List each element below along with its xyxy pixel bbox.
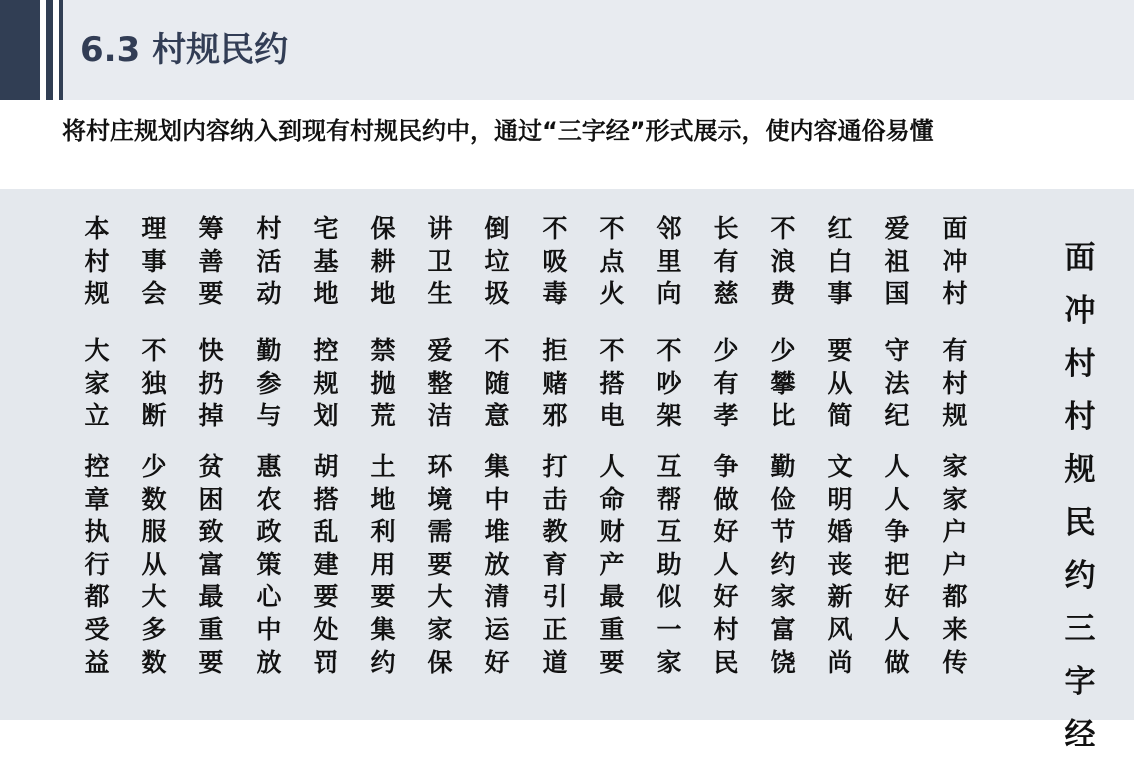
poem-character: 利 xyxy=(370,517,396,547)
poem-character: 民 xyxy=(713,647,739,677)
poem-character: 守 xyxy=(884,336,910,365)
poem-column xyxy=(595,451,629,679)
poem-character: 大 xyxy=(141,582,167,612)
poem-character: 活 xyxy=(256,246,282,276)
poem-character: 文 xyxy=(827,452,853,481)
poem-character: 集 xyxy=(370,614,396,644)
poem-character: 有 xyxy=(942,336,968,365)
poem-character: 争 xyxy=(713,452,739,481)
poem-character: 明 xyxy=(827,484,853,514)
poem-character: 地 xyxy=(370,484,396,514)
poem-character: 禁 xyxy=(370,336,396,365)
poem-column xyxy=(480,451,514,679)
poem-character: 民 xyxy=(1064,505,1096,541)
poem-character: 慈 xyxy=(713,279,739,309)
poem-column xyxy=(423,335,457,433)
poem-character: 好 xyxy=(484,647,510,677)
poem-character: 荒 xyxy=(370,401,396,431)
poem-character: 宅 xyxy=(313,214,339,243)
poem-character: 丧 xyxy=(827,549,853,579)
poem-character: 做 xyxy=(884,647,910,677)
poem-character: 拒 xyxy=(542,336,568,365)
poem-character: 人 xyxy=(599,452,625,481)
poem-character: 不 xyxy=(141,336,167,365)
poem-character: 胡 xyxy=(313,452,339,481)
poem-character: 少 xyxy=(770,336,796,365)
poem-character: 好 xyxy=(713,517,739,547)
poem-character: 帮 xyxy=(656,484,682,514)
poem-character: 少 xyxy=(713,336,739,365)
poem-character: 不 xyxy=(599,214,625,243)
poem-character: 要 xyxy=(427,549,453,579)
poem-character: 道 xyxy=(542,647,568,677)
poem-character: 要 xyxy=(370,582,396,612)
poem-character: 最 xyxy=(198,582,224,612)
poem-column xyxy=(80,213,114,311)
poem-character: 好 xyxy=(713,582,739,612)
poem-character: 独 xyxy=(141,368,167,398)
poem-column xyxy=(194,213,228,311)
poem-character: 做 xyxy=(713,484,739,514)
poem-character: 传 xyxy=(942,647,968,677)
poem-character: 规 xyxy=(942,401,968,431)
poem-character: 尚 xyxy=(827,647,853,677)
poem-character: 浪 xyxy=(770,246,796,276)
poem-character: 从 xyxy=(141,549,167,579)
poem-character: 中 xyxy=(256,614,282,644)
poem-column xyxy=(766,335,800,433)
poem-column xyxy=(709,335,743,433)
poem-character: 控 xyxy=(84,452,110,481)
poem-character: 倒 xyxy=(484,214,510,243)
page-subtitle: 将村庄规划内容纳入到现有村规民约中，通过“三字经”形式展示，使内容通俗易懂 xyxy=(62,117,934,145)
poem-character: 受 xyxy=(84,614,110,644)
poem-character: 不 xyxy=(599,336,625,365)
poem-character: 本 xyxy=(84,214,110,243)
poem-character: 家 xyxy=(770,582,796,612)
poem-character: 搭 xyxy=(313,484,339,514)
poem-character: 农 xyxy=(256,484,282,514)
poem-character: 家 xyxy=(427,614,453,644)
poem-character: 大 xyxy=(427,582,453,612)
poem-character: 惠 xyxy=(256,452,282,481)
poem-character: 里 xyxy=(656,246,682,276)
poem-character: 要 xyxy=(827,336,853,365)
poem-character: 处 xyxy=(313,614,339,644)
poem-character: 引 xyxy=(542,582,568,612)
poem-character: 要 xyxy=(599,647,625,677)
poem-column xyxy=(309,451,343,679)
poem-character: 费 xyxy=(770,279,796,309)
poem-character: 清 xyxy=(484,582,510,612)
poem-character: 好 xyxy=(884,582,910,612)
poem-character: 人 xyxy=(884,614,910,644)
poem-character: 吵 xyxy=(656,368,682,398)
poem-character: 整 xyxy=(427,368,453,398)
poem-character: 红 xyxy=(827,214,853,243)
poem-character: 事 xyxy=(141,246,167,276)
poem-character: 重 xyxy=(599,614,625,644)
poem-character: 搭 xyxy=(599,368,625,398)
poem-character: 致 xyxy=(198,517,224,547)
poem-character: 面 xyxy=(1064,240,1096,276)
poem-character: 村 xyxy=(256,214,282,243)
poem-character: 字 xyxy=(1064,664,1096,700)
poem-character: 村 xyxy=(942,368,968,398)
poem-column xyxy=(938,451,972,679)
poem-character: 保 xyxy=(370,214,396,243)
poem-column xyxy=(252,451,286,679)
poem-character: 数 xyxy=(141,647,167,677)
poem-column xyxy=(80,335,114,433)
poem-character: 村 xyxy=(1064,399,1096,435)
poem-character: 似 xyxy=(656,582,682,612)
poem-character: 控 xyxy=(313,336,339,365)
poem-character: 三 xyxy=(1064,611,1096,647)
poem-column xyxy=(80,451,114,679)
poem-character: 饶 xyxy=(770,647,796,677)
poem-column xyxy=(366,213,400,311)
poem-character: 用 xyxy=(370,549,396,579)
poem-character: 击 xyxy=(542,484,568,514)
poem-column xyxy=(823,335,857,433)
poem-column xyxy=(194,451,228,679)
poem-character: 耕 xyxy=(370,246,396,276)
poem-character: 动 xyxy=(256,279,282,309)
poem-character: 堆 xyxy=(484,517,510,547)
poem-character: 长 xyxy=(713,214,739,243)
poem-character: 正 xyxy=(542,614,568,644)
poem-character: 村 xyxy=(1064,346,1096,382)
poem-character: 打 xyxy=(542,452,568,481)
poem-character: 地 xyxy=(370,279,396,309)
poem-character: 需 xyxy=(427,517,453,547)
poem-character: 快 xyxy=(198,336,224,365)
poem-character: 节 xyxy=(770,517,796,547)
poem-character: 育 xyxy=(542,549,568,579)
poem-character: 与 xyxy=(256,401,282,431)
poem-column xyxy=(938,213,972,311)
poem-character: 大 xyxy=(84,336,110,365)
poem-column xyxy=(538,213,572,311)
poem-character: 境 xyxy=(427,484,453,514)
poem-column xyxy=(137,335,171,433)
poem-column xyxy=(309,213,343,311)
poem-character: 环 xyxy=(427,452,453,481)
poem-character: 随 xyxy=(484,368,510,398)
poem-character: 服 xyxy=(141,517,167,547)
poem-character: 经 xyxy=(1064,717,1096,753)
poem-character: 邻 xyxy=(656,214,682,243)
poem-character: 家 xyxy=(84,368,110,398)
poem-column xyxy=(823,213,857,311)
poem-column xyxy=(595,213,629,311)
poem-character: 把 xyxy=(884,549,910,579)
poem-character: 一 xyxy=(656,614,682,644)
poem-character: 点 xyxy=(599,246,625,276)
poem-character: 俭 xyxy=(770,484,796,514)
poem-column xyxy=(366,335,400,433)
poem-character: 行 xyxy=(84,549,110,579)
poem-character: 不 xyxy=(542,214,568,243)
header-accent-bar xyxy=(46,0,53,100)
poem-character: 国 xyxy=(884,279,910,309)
poem-column xyxy=(480,213,514,311)
poem-character: 风 xyxy=(827,614,853,644)
poem-character: 乱 xyxy=(313,517,339,547)
poem-character: 火 xyxy=(599,279,625,309)
poem-character: 从 xyxy=(827,368,853,398)
poem-character: 冲 xyxy=(942,246,968,276)
poem-column xyxy=(309,335,343,433)
poem-character: 放 xyxy=(484,549,510,579)
poem-character: 争 xyxy=(884,517,910,547)
poem-character: 划 xyxy=(313,401,339,431)
poem-character: 纪 xyxy=(884,401,910,431)
poem-character: 人 xyxy=(713,549,739,579)
poem-character: 参 xyxy=(256,368,282,398)
poem-character: 不 xyxy=(770,214,796,243)
poem-column xyxy=(880,213,914,311)
poem-character: 中 xyxy=(484,484,510,514)
poem-column xyxy=(709,213,743,311)
poem-character: 爱 xyxy=(427,336,453,365)
poem-character: 意 xyxy=(484,401,510,431)
poem-character: 筹 xyxy=(198,214,224,243)
poem-character: 攀 xyxy=(770,368,796,398)
poem-character: 心 xyxy=(256,582,282,612)
poem-character: 助 xyxy=(656,549,682,579)
poem-character: 政 xyxy=(256,517,282,547)
poem-column xyxy=(423,451,457,679)
poem-character: 贫 xyxy=(198,452,224,481)
poem-character: 家 xyxy=(942,452,968,481)
poem-character: 邪 xyxy=(542,401,568,431)
poem-character: 富 xyxy=(198,549,224,579)
poem-character: 勤 xyxy=(256,336,282,365)
poem-character: 重 xyxy=(198,614,224,644)
poem-character: 人 xyxy=(884,484,910,514)
poem-character: 孝 xyxy=(713,401,739,431)
poem-character: 约 xyxy=(370,647,396,677)
poem-character: 困 xyxy=(198,484,224,514)
poem-character: 互 xyxy=(656,517,682,547)
poem-column xyxy=(137,213,171,311)
poem-character: 家 xyxy=(656,647,682,677)
poem-character: 规 xyxy=(313,368,339,398)
poem-character: 不 xyxy=(656,336,682,365)
poem-column xyxy=(252,213,286,311)
poem-character: 村 xyxy=(713,614,739,644)
poem-character: 扔 xyxy=(198,368,224,398)
poem-character: 祖 xyxy=(884,246,910,276)
poem-character: 都 xyxy=(942,582,968,612)
poem-character: 勤 xyxy=(770,452,796,481)
poem-character: 会 xyxy=(141,279,167,309)
poem-column xyxy=(366,451,400,679)
poem-character: 要 xyxy=(313,582,339,612)
poem-character: 罚 xyxy=(313,647,339,677)
poem-character: 放 xyxy=(256,647,282,677)
poem-character: 要 xyxy=(198,647,224,677)
poem-character: 教 xyxy=(542,517,568,547)
poem-title xyxy=(1058,232,1102,762)
poem-character: 赌 xyxy=(542,368,568,398)
poem-character: 抛 xyxy=(370,368,396,398)
poem-column xyxy=(538,451,572,679)
poem-character: 讲 xyxy=(427,214,453,243)
poem-character: 规 xyxy=(1064,452,1096,488)
poem-character: 土 xyxy=(370,452,396,481)
poem-character: 命 xyxy=(599,484,625,514)
poem-character: 数 xyxy=(141,484,167,514)
poem-character: 立 xyxy=(84,401,110,431)
poem-character: 断 xyxy=(141,401,167,431)
header-accent-bar xyxy=(0,0,40,100)
poem-character: 约 xyxy=(1064,558,1096,594)
poem-character: 吸 xyxy=(542,246,568,276)
poem-character: 人 xyxy=(884,452,910,481)
poem-column xyxy=(652,213,686,311)
poem-character: 户 xyxy=(942,517,968,547)
poem-column xyxy=(194,335,228,433)
poem-character: 互 xyxy=(656,452,682,481)
poem-character: 新 xyxy=(827,582,853,612)
poem-character: 理 xyxy=(141,214,167,243)
poem-character: 运 xyxy=(484,614,510,644)
poem-character: 来 xyxy=(942,614,968,644)
poem-character: 村 xyxy=(84,246,110,276)
poem-character: 集 xyxy=(484,452,510,481)
poem-character: 约 xyxy=(770,549,796,579)
poem-character: 掉 xyxy=(198,401,224,431)
poem-character: 策 xyxy=(256,549,282,579)
poem-character: 富 xyxy=(770,614,796,644)
poem-character: 执 xyxy=(84,517,110,547)
poem-character: 不 xyxy=(484,336,510,365)
poem-column xyxy=(652,335,686,433)
poem-character: 简 xyxy=(827,401,853,431)
poem-column xyxy=(880,335,914,433)
poem-column xyxy=(252,335,286,433)
poem-character: 产 xyxy=(599,549,625,579)
poem-character: 地 xyxy=(313,279,339,309)
poem-character: 有 xyxy=(713,368,739,398)
poem-character: 规 xyxy=(84,279,110,309)
poem-column xyxy=(766,451,800,679)
poem-character: 事 xyxy=(827,279,853,309)
poem-character: 法 xyxy=(884,368,910,398)
poem-character: 都 xyxy=(84,582,110,612)
poem-column xyxy=(766,213,800,311)
poem-character: 面 xyxy=(942,214,968,243)
poem-character: 最 xyxy=(599,582,625,612)
poem-character: 村 xyxy=(942,279,968,309)
poem-character: 户 xyxy=(942,549,968,579)
poem-character: 白 xyxy=(827,246,853,276)
poem-character: 架 xyxy=(656,401,682,431)
poem-character: 多 xyxy=(141,614,167,644)
poem-column xyxy=(823,451,857,679)
poem-column xyxy=(595,335,629,433)
poem-character: 章 xyxy=(84,484,110,514)
poem-column xyxy=(652,451,686,679)
poem-column xyxy=(880,451,914,679)
poem-character: 垃 xyxy=(484,246,510,276)
page-title: 6.3 村规民约 xyxy=(80,30,289,70)
poem-character: 向 xyxy=(656,279,682,309)
poem-character: 有 xyxy=(713,246,739,276)
poem-character: 电 xyxy=(599,401,625,431)
poem-character: 要 xyxy=(198,279,224,309)
poem-column xyxy=(538,335,572,433)
poem-character: 洁 xyxy=(427,401,453,431)
poem-character: 少 xyxy=(141,452,167,481)
poem-character: 卫 xyxy=(427,246,453,276)
poem-character: 善 xyxy=(198,246,224,276)
poem-character: 益 xyxy=(84,647,110,677)
poem-column xyxy=(137,451,171,679)
poem-character: 生 xyxy=(427,279,453,309)
poem-column xyxy=(938,335,972,433)
poem-column xyxy=(709,451,743,679)
poem-character: 圾 xyxy=(484,279,510,309)
poem-character: 基 xyxy=(313,246,339,276)
poem-column xyxy=(423,213,457,311)
poem-character: 保 xyxy=(427,647,453,677)
poem-character: 财 xyxy=(599,517,625,547)
poem-character: 比 xyxy=(770,401,796,431)
poem-character: 建 xyxy=(313,549,339,579)
poem-character: 婚 xyxy=(827,517,853,547)
poem-character: 爱 xyxy=(884,214,910,243)
poem-character: 毒 xyxy=(542,279,568,309)
poem-character: 冲 xyxy=(1064,293,1096,329)
poem-column xyxy=(480,335,514,433)
poem-character: 家 xyxy=(942,484,968,514)
